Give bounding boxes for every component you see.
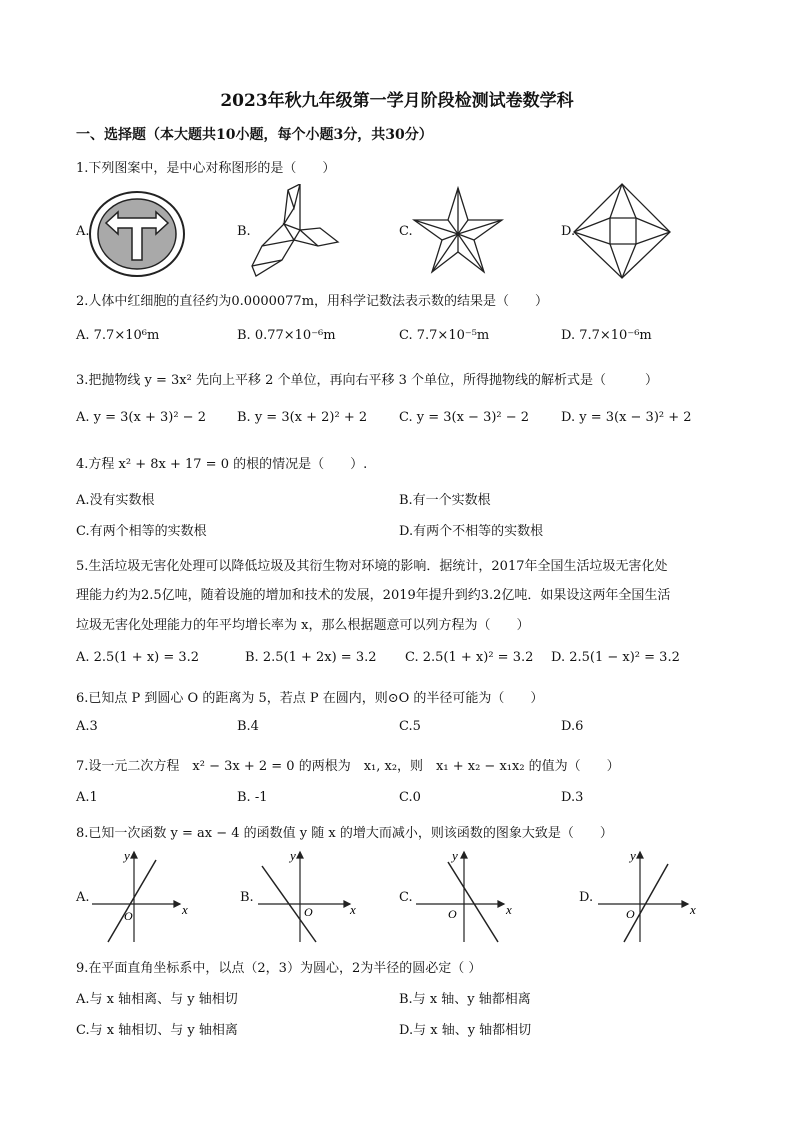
q2-option-a: A. 7.7×10⁶m [76,328,160,343]
q9-option-c: C.与 x 轴相切、与 y 轴相离 [76,1023,238,1038]
q8-y-label: y [630,848,636,863]
q1-figure-a-road-sign [88,190,186,278]
q8-x-label: x [506,902,512,917]
q4-stem: 4.方程 x² + 8x + 17 = 0 的根的情况是（ ）. [76,457,368,472]
q4-option-d: D.有两个不相等的实数根 [399,524,544,539]
q1-label-d: D. [561,224,576,239]
q6-option-b: B.4 [237,719,259,734]
q8-origin-label: O [124,909,133,923]
q7-option-c: C.0 [399,790,421,805]
q8-x-label: x [690,902,696,917]
page-title: 2023年秋九年级第一学月阶段检测试卷数学科 [220,91,574,111]
q7-stem: 7.设一元二次方程 x² − 3x + 2 = 0 的两根为 x₁, x₂，则 x₁ + x₂ − x₁x₂ 的值为（ ） [76,759,620,774]
q9-option-d: D.与 x 轴、y 轴都相切 [399,1023,532,1038]
q9-stem: 9.在平面直角坐标系中，以点（2，3）为圆心，2为半径的圆必定（ ） [76,961,482,976]
q4-option-c: C.有两个相等的实数根 [76,524,207,539]
q3-option-b: B. y = 3(x + 2)² + 2 [237,410,368,425]
q3-stem: 3.把抛物线 y = 3x² 先向上平移 2 个单位，再向右平移 3 个单位，所得抛物线的解析式是（ ） [76,373,659,388]
q6-option-a: A.3 [76,719,98,734]
q1-label-b: B. [237,224,251,239]
q7-option-b: B. -1 [237,790,268,805]
q1-figure-b-pinwheel [248,184,340,280]
q1-label-a: A. [76,224,90,239]
q8-origin-label: O [304,905,313,919]
q8-x-label: x [350,902,356,917]
q2-stem: 2.人体中红细胞的直径约为0.0000077m，用科学记数法表示数的结果是（ ） [76,294,549,309]
q8-y-label: y [124,848,130,863]
q6-option-d: D.6 [561,719,584,734]
q7-option-d: D.3 [561,790,584,805]
q8-label-b: B. [240,890,254,905]
q5-line3: 垃圾无害化处理能力的年平均增长率为 x，那么根据题意可以列方程为（ ） [76,618,530,633]
q8-label-c: C. [399,890,413,905]
q1-figure-d-diamond [572,182,672,280]
q8-graph-b [254,846,364,944]
q4-option-b: B.有一个实数根 [399,493,491,508]
q6-stem: 6.已知点 P 到圆心 O 的距离为 5，若点 P 在圆内，则⊙O 的半径可能为（ ） [76,691,544,706]
q3-option-a: A. y = 3(x + 3)² − 2 [76,410,206,425]
q8-label-d: D. [579,890,594,905]
section-header: 一、选择题（本大题共10小题，每个小题3分，共30分） [76,127,433,143]
q8-graph-a [88,846,198,944]
q8-origin-label: O [448,907,457,921]
q8-graph-c [412,846,522,944]
q4-option-a: A.没有实数根 [76,493,155,508]
q5-line2: 理能力约为2.5亿吨，随着设施的增加和技术的发展，2019年提升到约3.2亿吨．如果设这两年全国生活 [76,588,671,603]
q5-option-a: A. 2.5(1 + x) = 3.2 [76,650,200,665]
q3-option-d: D. y = 3(x − 3)² + 2 [561,410,692,425]
q3-option-c: C. y = 3(x − 3)² − 2 [399,410,530,425]
q1-stem: 1.下列图案中，是中心对称图形的是（ ） [76,161,336,176]
q8-label-a: A. [76,890,90,905]
q8-x-label: x [182,902,188,917]
q5-option-c: C. 2.5(1 + x)² = 3.2 [405,650,534,665]
q9-option-a: A.与 x 轴相离、与 y 轴相切 [76,992,238,1007]
q8-y-label: y [290,848,296,863]
q2-option-c: C. 7.7×10⁻⁵m [399,328,490,343]
q8-stem: 8.已知一次函数 y = ax − 4 的函数值 y 随 x 的增大而减小，则该函数的图象大致是（ ） [76,826,613,841]
q6-option-c: C.5 [399,719,421,734]
q5-option-d: D. 2.5(1 − x)² = 3.2 [551,650,680,665]
q1-label-c: C. [399,224,413,239]
q8-origin-label: O [626,907,635,921]
q5-line1: 5.生活垃圾无害化处理可以降低垃圾及其衍生物对环境的影响．据统计，2017年全国生活垃圾无害化处 [76,559,668,574]
q2-option-d: D. 7.7×10⁻⁶m [561,328,652,343]
q5-option-b: B. 2.5(1 + 2x) = 3.2 [245,650,377,665]
q9-option-b: B.与 x 轴、y 轴都相离 [399,992,531,1007]
q7-option-a: A.1 [76,790,98,805]
q8-y-label: y [452,848,458,863]
q8-graph-d [594,846,704,944]
q2-option-b: B. 0.77×10⁻⁶m [237,328,336,343]
q1-figure-c-star [410,186,506,276]
